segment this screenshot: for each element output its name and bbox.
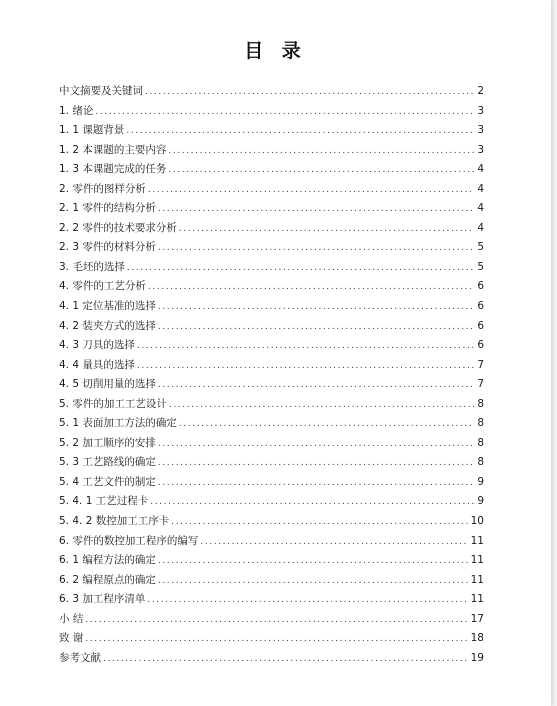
toc-entry-page-number: 5 [477,241,484,254]
toc-entry-label: 1. 2 本课题的主要内容 [59,143,167,156]
toc-entry-page-number: 8 [477,436,484,449]
toc-entry[interactable] [59,590,484,610]
toc-leader-dots [150,493,474,513]
table-of-contents [59,82,484,668]
toc-entry[interactable] [59,121,484,141]
toc-entry-label: 1. 3 本课题完成的任务 [59,163,167,176]
toc-entry[interactable] [59,102,484,122]
toc-leader-dots [158,200,474,220]
toc-leader-dots [158,552,469,572]
toc-entry[interactable] [59,649,484,669]
toc-entry[interactable] [59,395,484,415]
toc-entry-label: 中文摘要及关键词 [59,85,143,97]
toc-leader-dots [137,337,474,357]
toc-entry-page-number: 2 [477,85,484,97]
toc-entry[interactable] [59,258,484,278]
toc-entry-page-number: 3 [477,104,484,117]
toc-entry-page-number: 8 [477,456,484,469]
toc-entry-label: 5. 2 加工顺序的安排 [59,436,156,449]
toc-entry-page-number: 17 [470,612,484,625]
toc-leader-dots [158,435,474,455]
toc-entry-page-number: 3 [477,143,484,156]
toc-entry-label: 4. 4 量具的选择 [59,358,135,371]
toc-entry-page-number: 8 [477,417,484,430]
toc-entry[interactable] [59,512,484,532]
toc-entry-page-number: 18 [470,632,484,645]
toc-entry-label: 2. 2 零件的技术要求分析 [59,221,177,234]
toc-entry-page-number: 7 [477,358,484,371]
toc-entry-label: 4. 零件的工艺分析 [59,280,146,293]
toc-entry[interactable] [59,277,484,297]
toc-leader-dots [148,278,474,298]
toc-leader-dots [127,259,474,279]
toc-entry-label: 小 结 [59,612,84,625]
toc-leader-dots [171,513,468,533]
toc-leader-dots [147,591,468,611]
toc-entry-label: 4. 1 定位基准的选择 [59,300,156,313]
toc-leader-dots [137,357,474,377]
toc-leader-dots [103,650,469,670]
toc-leader-dots [126,122,474,142]
toc-entry-page-number: 11 [470,573,484,586]
toc-entry-label: 5. 3 工艺路线的确定 [59,456,156,469]
toc-entry[interactable] [59,180,484,200]
toc-entry-label: 4. 2 装夹方式的选择 [59,319,156,332]
toc-entry-label: 2. 3 零件的材料分析 [59,241,156,254]
toc-leader-dots [85,630,468,650]
toc-entry[interactable] [59,610,484,630]
toc-leader-dots [95,103,474,123]
toc-entry-label: 2. 1 零件的结构分析 [59,202,156,215]
toc-entry-page-number: 3 [477,124,484,137]
toc-entry-page-number: 6 [477,319,484,332]
toc-entry-page-number: 11 [470,593,484,606]
toc-entry-label: 5. 4 工艺文件的制定 [59,475,156,488]
toc-entry-page-number: 4 [477,182,484,195]
toc-entry-label: 5. 4. 1 工艺过程卡 [59,495,149,508]
toc-entry-label: 1. 绪论 [59,104,94,117]
toc-leader-dots [85,611,468,631]
toc-leader-dots [158,376,474,396]
toc-entry-page-number: 6 [477,300,484,313]
toc-leader-dots [179,415,474,435]
toc-entry[interactable] [59,238,484,258]
toc-entry-page-number: 8 [477,397,484,410]
toc-entry[interactable] [59,356,484,376]
toc-entry-label: 致 谢 [59,632,84,645]
toc-entry-label: 5. 1 表面加工方法的确定 [59,417,177,430]
toc-entry-label: 2. 零件的图样分析 [59,182,146,195]
toc-entry-page-number: 4 [477,163,484,176]
toc-entry-label: 3. 毛坯的选择 [59,260,125,273]
toc-entry[interactable] [59,571,484,591]
toc-entry-label: 4. 3 刀具的选择 [59,339,135,352]
toc-entry-label: 6. 零件的数控加工程序的编写 [59,534,199,547]
toc-leader-dots [169,396,474,416]
toc-entry-page-number: 9 [477,475,484,488]
toc-entry[interactable] [59,199,484,219]
toc-leader-dots [158,298,474,318]
toc-entry-label: 参考文献 [59,651,101,664]
toc-entry-label: 1. 1 课题背景 [59,124,125,137]
toc-leader-dots [145,83,474,103]
toc-leader-dots [168,142,474,162]
toc-entry-page-number: 4 [477,202,484,215]
toc-entry-label: 5. 4. 2 数控加工工序卡 [59,515,170,528]
toc-entry[interactable] [59,551,484,571]
toc-entry-page-number: 19 [470,651,484,664]
toc-leader-dots [179,220,474,240]
toc-entry[interactable] [59,160,484,180]
toc-entry-label: 6. 3 加工程序清单 [59,593,146,606]
toc-entry[interactable] [59,473,484,493]
toc-entry-page-number: 7 [477,378,484,391]
page-title: 目 录 [244,40,307,62]
toc-entry[interactable] [59,375,484,395]
toc-leader-dots [158,572,469,592]
toc-entry-page-number: 9 [477,495,484,508]
toc-leader-dots [158,454,474,474]
toc-entry[interactable] [59,492,484,512]
toc-entry-label: 4. 5 切削用量的选择 [59,378,156,391]
toc-leader-dots [158,474,474,494]
toc-entry-label: 6. 2 编程原点的确定 [59,573,156,586]
toc-entry-label: 5. 零件的加工工艺设计 [59,397,167,410]
toc-entry[interactable] [59,297,484,317]
toc-entry-page-number: 11 [470,534,484,547]
toc-leader-dots [200,533,468,553]
toc-entry[interactable] [59,414,484,434]
toc-entry-label: 6. 1 编程方法的确定 [59,554,156,567]
toc-leader-dots [158,239,474,259]
toc-leader-dots [168,161,474,181]
toc-entry[interactable] [59,141,484,161]
toc-entry[interactable] [59,317,484,337]
toc-entry-page-number: 5 [477,260,484,273]
toc-entry-page-number: 11 [470,554,484,567]
toc-entry-page-number: 4 [477,221,484,234]
toc-entry[interactable] [59,434,484,454]
toc-entry[interactable] [59,629,484,649]
toc-entry[interactable] [59,532,484,552]
toc-entry[interactable] [59,219,484,239]
toc-leader-dots [148,181,474,201]
toc-leader-dots [158,318,474,338]
toc-entry[interactable] [59,82,484,102]
toc-entry-page-number: 10 [470,515,484,528]
toc-entry-page-number: 6 [477,280,484,293]
toc-entry[interactable] [59,453,484,473]
toc-entry[interactable] [59,336,484,356]
toc-entry-page-number: 6 [477,339,484,352]
